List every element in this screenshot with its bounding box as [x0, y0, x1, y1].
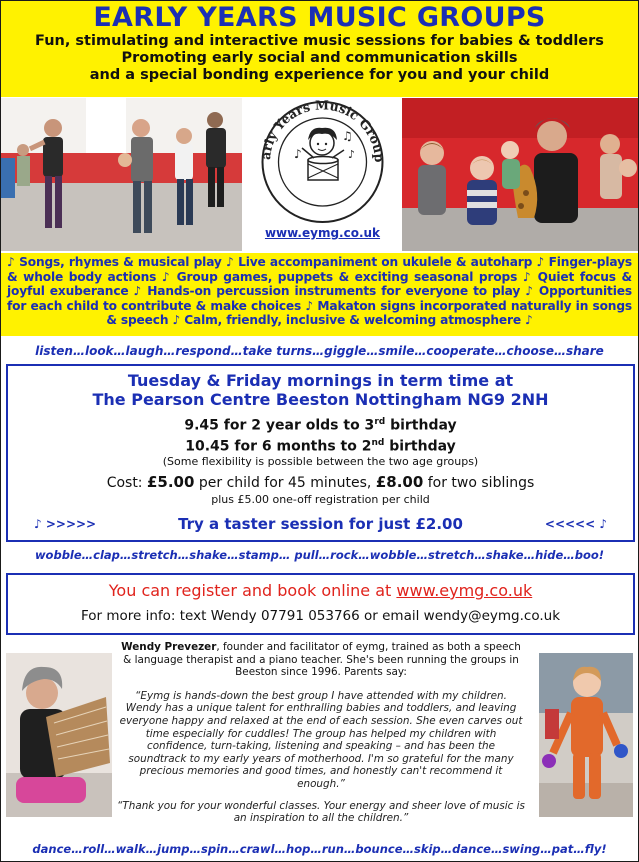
testimonial-2: “Thank you for your wonderful classes. Your energy and sheer love of music is an inspiration to all the children.” [117, 799, 525, 825]
header-line-3: and a special bonding experience for you and your child [89, 67, 550, 83]
header-banner [1, 1, 638, 97]
photo-puppet-session [402, 98, 638, 251]
cost-text-1: per child for 45 minutes, [198, 475, 372, 492]
slot-2 [8, 435, 633, 456]
slot-1-sup: rd [374, 417, 386, 427]
about-section [117, 641, 525, 825]
features-panel [1, 253, 638, 336]
eymg-logo-panel [244, 98, 401, 251]
svg-text:♫: ♫ [342, 129, 353, 143]
features-text: ♪ Songs, rhymes & musical play ♪ Live accompaniment on ukulele & autoharp ♪ Finger-plays & whole body actions ♪ Group games, puppets & exciting seasonal props ♪ Quiet focus & joyful exuberance ♪ Hands-on percussion instruments for everyone to play ♪ Opportunities for each child to contribute & make choices ♪ Makaton signs incorporated naturally in songs & speech ♪ Calm, friendly, inclusive & welcoming atmosphere ♪ [7, 255, 632, 327]
slot-2-tail: birthday [389, 438, 456, 455]
slot-1 [8, 414, 633, 435]
logo-ring-text: arly Years Music Group [257, 98, 388, 163]
flyer-title: EARLY YEARS MUSIC GROUPS [93, 2, 546, 33]
booking-link[interactable]: www.eymg.co.uk [396, 581, 533, 600]
logo-website-link[interactable]: www.eymg.co.uk [264, 226, 381, 240]
slot-1-time: 9.45 [184, 417, 219, 434]
action-words-2: wobble…clap…stretch…shake…stamp… pull…rock…wobble…stretch…shake…hide…boo! [34, 548, 605, 562]
cost-line [8, 473, 633, 493]
schedule-line-1: Tuesday & Friday mornings in term time at [127, 371, 514, 390]
booking-prefix: You can register and book online at [108, 581, 392, 600]
booking-box [6, 573, 635, 635]
taster-offer: Try a taster session for just £2.00 [178, 515, 463, 534]
photo-toddler-maracas [539, 653, 633, 817]
booking-line [8, 581, 633, 601]
founder-name: Wendy Prevezer [121, 641, 217, 653]
about-intro [117, 641, 525, 679]
testimonial-1: “Eymg is hands-down the best group I have attended with my children. Wendy has a unique talent for enthralling babies and toddlers, and leaving everyone happy and relaxed at the end of each session. She even carves out time especially for cuddles! The group has helped my children with confidence, turn-taking, listening and speaking – and has been the soundtrack to my early years of motherhood. I'm so grateful for the many precious memories and good times, and honestly can't recommend it enough.” [119, 689, 523, 790]
cost-label: Cost: [106, 475, 143, 492]
slot-2-time: 10.45 [185, 438, 230, 455]
registration-note: plus £5.00 one-off registration per child [211, 493, 430, 507]
contact-info: For more info: text Wendy 07791 053766 or email wendy@eymg.co.uk [80, 608, 561, 624]
slot-2-text: for 6 months to 2 [234, 438, 372, 455]
schedule-venue: The Pearson Centre Beeston Nottingham NG9 2NH [92, 390, 549, 409]
photo-group-dancing [1, 98, 242, 251]
slot-1-text: for 2 year olds to 3 [223, 417, 375, 434]
taster-arrows-left: ♪ >>>>> [34, 517, 97, 532]
svg-text:♪: ♪ [294, 147, 302, 161]
eymg-logo [244, 98, 401, 224]
taster-line [8, 513, 633, 535]
header-line-2: Promoting early social and communication skills [121, 50, 518, 66]
cost-price-1: £5.00 [146, 473, 195, 492]
slot-2-sup: nd [371, 437, 385, 448]
flex-note: (Some flexibility is possible between the two age groups) [162, 455, 479, 469]
action-words-1: listen…look…laugh…respond…take turns…giggle…smile…cooperate…choose…share [35, 344, 604, 358]
cost-text-2: for two siblings [427, 475, 535, 492]
action-words-3: dance…roll…walk…jump…spin…crawl…hop…run…bounce…skip…dance…swing…pat…fly! [32, 842, 607, 856]
schedule-box [6, 364, 635, 542]
cost-price-2: £8.00 [375, 473, 424, 492]
taster-arrows-right: <<<<< ♪ [544, 517, 607, 532]
header-line-1: Fun, stimulating and interactive music sessions for babies & toddlers [35, 33, 604, 49]
svg-text:♪: ♪ [348, 148, 356, 161]
photo-autoharp [6, 653, 112, 817]
slot-1-tail: birthday [390, 417, 457, 434]
founder-bio: , founder and facilitator of eymg, trained as both a speech & language therapist and a piano teacher. She's been running the groups in Beeston since 1996. Parents say: [123, 641, 521, 679]
